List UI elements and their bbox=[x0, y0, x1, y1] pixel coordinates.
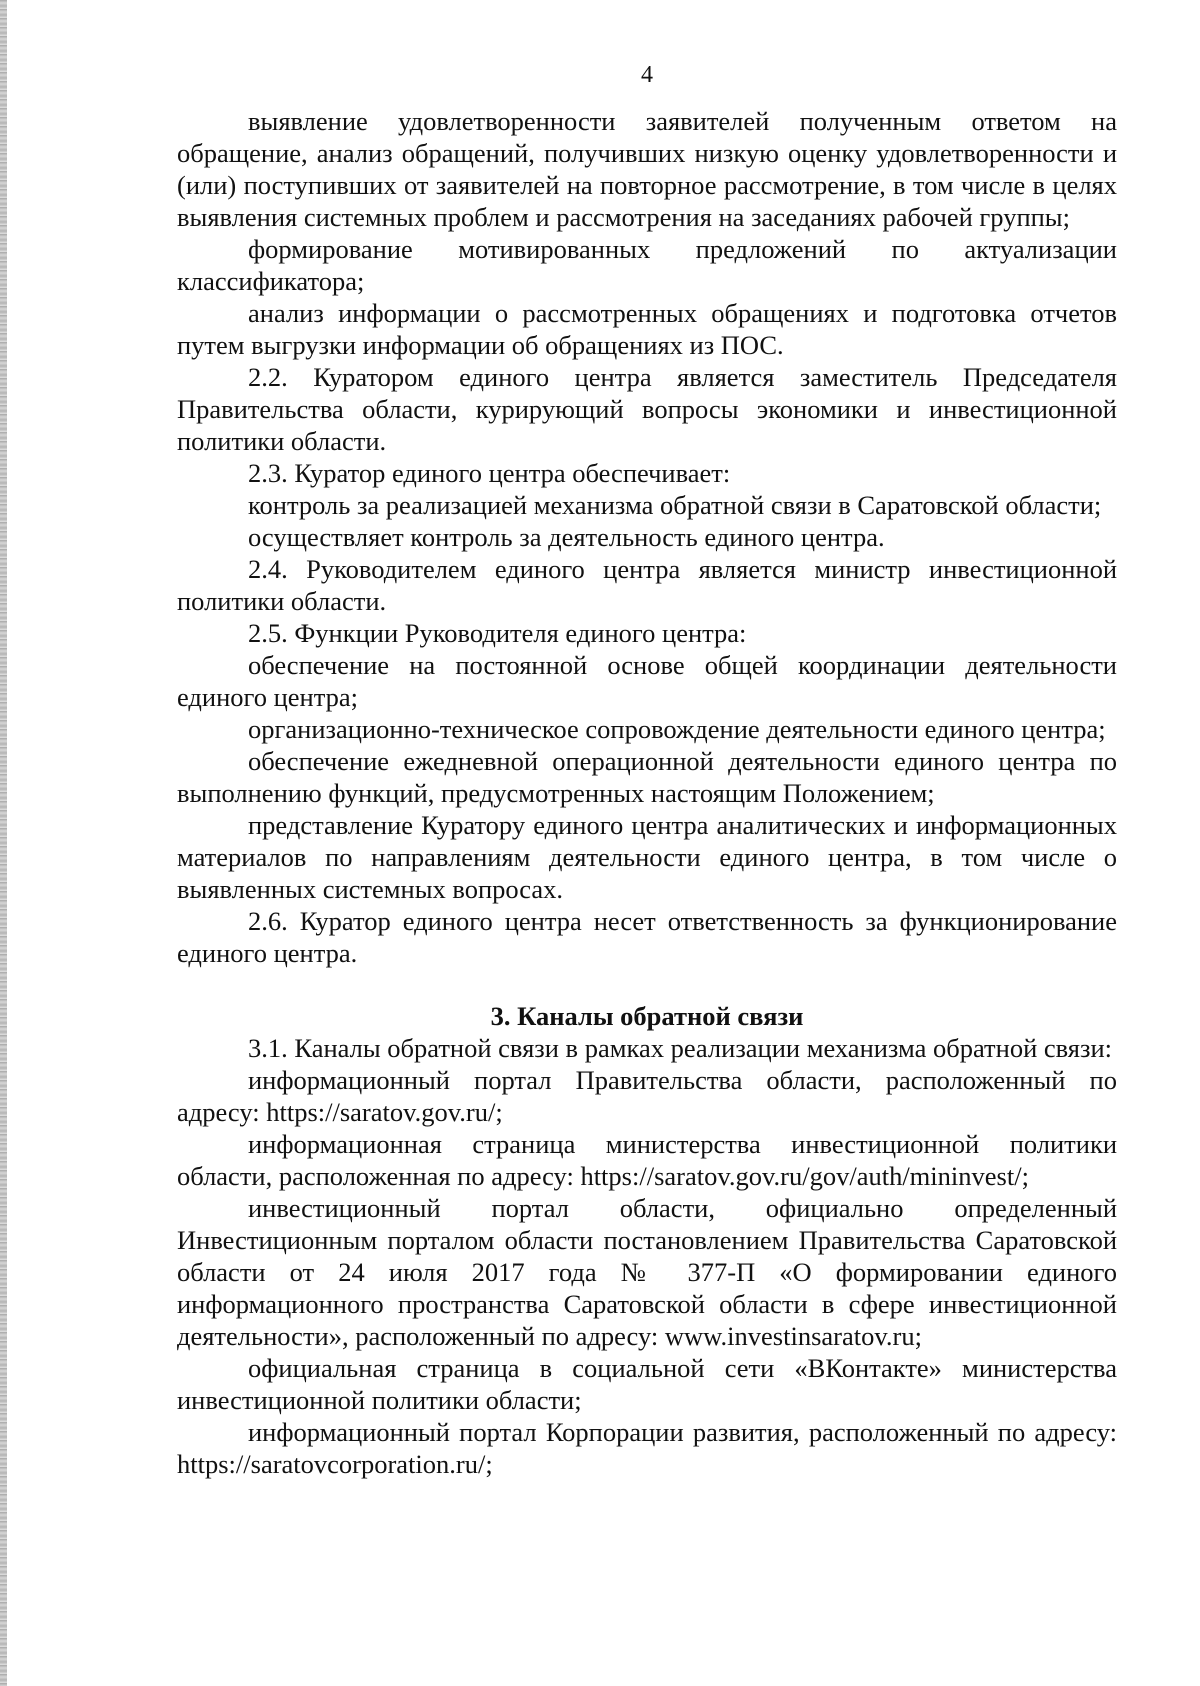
paragraph: информационный портал Корпорации развития, расположенный по адресу: https://saratovcorporation.ru/; bbox=[177, 1417, 1117, 1479]
paragraph: информационный портал Правительства области, расположенный по адресу: https://saratov.gov.ru/; bbox=[177, 1065, 1117, 1127]
paragraph: выявление удовлетворенности заявителей полученным ответом на обращение, анализ обращений, получивших низкую оценку удовлетворенности и (или) поступивших от заявителей на повторное рассмотрение, в том числе в целях выявления системных проблем и рассмотрения на заседаниях рабочей группы; bbox=[177, 106, 1117, 232]
scan-edge-shadow bbox=[0, 0, 7, 1686]
paragraph: 2.4. Руководителем единого центра является министр инвестиционной политики области. bbox=[177, 554, 1117, 616]
paragraph: официальная страница в социальной сети «ВКонтакте» министерства инвестиционной политики области; bbox=[177, 1353, 1117, 1415]
paragraph: 2.6. Куратор единого центра несет ответственность за функционирование единого центра. bbox=[177, 906, 1117, 968]
page-number: 4 bbox=[641, 62, 653, 88]
paragraph: 2.2. Куратором единого центра является заместитель Председателя Правительства области, курирующий вопросы экономики и инвестиционной политики области. bbox=[177, 362, 1117, 456]
section-title: 3. Каналы обратной связи bbox=[490, 1001, 804, 1031]
paragraph: обеспечение ежедневной операционной деятельности единого центра по выполнению функций, предусмотренных настоящим Положением; bbox=[177, 746, 1117, 808]
paragraph: организационно-техническое сопровождение деятельности единого центра; bbox=[248, 714, 1106, 744]
document-body bbox=[177, 105, 1117, 1480]
paragraph: 3.1. Каналы обратной связи в рамках реализации механизма обратной связи: bbox=[248, 1033, 1113, 1063]
paragraph: обеспечение на постоянной основе общей координации деятельности единого центра; bbox=[177, 650, 1117, 712]
paragraph: инвестиционный портал области, официально определенный Инвестиционным порталом области постановлением Правительства Саратовской области от 24 июля 2017 года № 377-П «О формировании единого информационного пространства Саратовской области в сфере инвестиционной деятельности», расположенный по адресу: www.investinsaratov.ru; bbox=[177, 1193, 1117, 1351]
paragraph: представление Куратору единого центра аналитических и информационных материалов по направлениям деятельности единого центра, в том числе о выявленных системных вопросах. bbox=[177, 810, 1117, 904]
paragraph: 2.3. Куратор единого центра обеспечивает: bbox=[248, 458, 731, 488]
paragraph: формирование мотивированных предложений по актуализации классификатора; bbox=[177, 234, 1117, 296]
paragraph: информационная страница министерства инвестиционной политики области, расположенная по адресу: https://saratov.gov.ru/gov/auth/mininvest/; bbox=[177, 1129, 1117, 1191]
paragraph: 2.5. Функции Руководителя единого центра: bbox=[248, 618, 747, 648]
paragraph: анализ информации о рассмотренных обращениях и подготовка отчетов путем выгрузки информации об обращениях из ПОС. bbox=[177, 298, 1117, 360]
paragraph: контроль за реализацией механизма обратной связи в Саратовской области; bbox=[248, 490, 1102, 520]
paragraph: осуществляет контроль за деятельность единого центра. bbox=[248, 522, 885, 552]
